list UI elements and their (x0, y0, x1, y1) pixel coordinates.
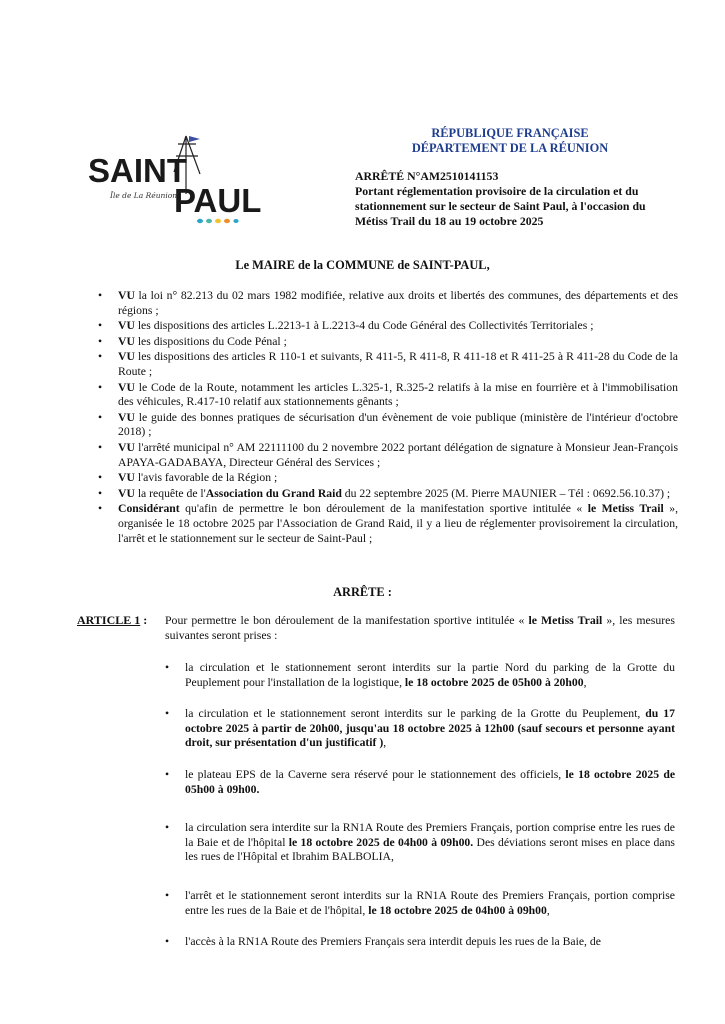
measure-bold: le 18 octobre 2025 de 04h00 à 09h00. (288, 835, 474, 849)
republic-heading (355, 126, 665, 156)
list-item (165, 935, 675, 950)
republic-line: RÉPUBLIQUE FRANÇAISE (431, 126, 589, 140)
arrete-number: ARRÊTÉ N°AM2510141153 (355, 169, 499, 183)
considerant-lead: Considérant (118, 502, 180, 516)
article-text: Pour permettre le bon déroulement de la manifestation sportive intitulée « (165, 613, 529, 627)
list-item (98, 381, 678, 410)
list-item (98, 411, 678, 440)
list-item (98, 471, 678, 486)
article-sep: : (140, 613, 148, 627)
article-label: ARTICLE 1 (77, 613, 141, 627)
article-text: », les mesures suivantes seront prises : (165, 613, 675, 642)
bullet: • (165, 821, 170, 835)
bullet: • (98, 289, 103, 302)
vu-list (98, 289, 678, 547)
considerant-text: qu'afin de permettre le bon déroulement de la manifestation sportive intitulée « (179, 502, 588, 516)
vu-lead: VU (118, 350, 135, 364)
list-item (165, 821, 675, 865)
measure-text: l'arrêt et le stationnement seront interdits sur la RN1A Route des Premiers Français, portion comprise entre les rues de la Baie et de l'hôpital, (185, 888, 675, 917)
event-name: le Metiss Trail (587, 502, 664, 516)
measure-text: , (383, 736, 387, 750)
list-item (98, 441, 678, 470)
vu-lead: VU (118, 471, 135, 485)
arrete-title: ARRÊTE : (333, 585, 392, 599)
vu-lead: VU (118, 319, 135, 333)
measure-bold: le 18 octobre 2025 de 05h00 à 09h00. (185, 767, 676, 796)
considerant-text: », organisée le 18 octobre 2025 par l'Association de Grand Raid, il y a lieu de réglementer provisoirement la circulation, l'arrêt et le stationnement sur le secteur de Saint-Paul ; (118, 502, 679, 545)
vu-text: le Code de la Route, notamment les articles L.325-1, R.325-2 relatifs à la mise en fourrière et à l'immobilisation des véhicules, R.417-10 relatif aux stationnements gênants ; (118, 380, 678, 409)
measure-text: la circulation et le stationnement seront interdits sur la partie Nord du parking de la Grotte du Peuplement pour l'installation de la logistique, (185, 661, 675, 689)
vu-lead: VU (118, 334, 135, 348)
measure-bold: le 18 octobre 2025 de 05h00 à 20h00 (404, 675, 584, 689)
bullet: • (98, 319, 103, 333)
arrete-header (355, 169, 675, 229)
saint-paul-logo (88, 132, 266, 226)
article-1-text (165, 613, 675, 643)
list-item (165, 707, 675, 751)
bullet: • (165, 707, 170, 721)
maire-title: Le MAIRE de la COMMUNE de SAINT-PAUL, (235, 258, 490, 272)
list-item (98, 502, 678, 546)
logo-dots (197, 219, 239, 223)
bullet: • (98, 486, 103, 500)
arrete-subject: Portant réglementation provisoire de la circulation et du stationnement sur le secteur de Saint Paul, à l'occasion du Métiss Trail du 18 au 19 octobre 2025 (355, 184, 646, 228)
vu-text: l'arrêté municipal n° AM 22111100 du 2 novembre 2022 portant délégation de signature à Monsieur Jean-François APAYA-GADABAYA, Directeur Général des Services ; (118, 440, 678, 469)
measure-text: Des déviations seront mises en place dans les rues de l'Hôpital et Ibrahim BALBOLIA, (185, 835, 675, 864)
bullet: • (98, 334, 103, 348)
event-name: le Metiss Trail (528, 613, 603, 627)
list-item (98, 335, 678, 350)
vu-text: les dispositions des articles L.2213-1 à L.2213-4 du Code Général des Collectivités Territoriales ; (134, 319, 594, 333)
measures-list (165, 661, 675, 950)
list-item (98, 487, 678, 502)
logo-paul: PAUL (174, 182, 262, 219)
vu-text: les dispositions des articles R 110-1 et suivants, R 411-5, R 411-8, R 411-18 et R 411-25 à R 411-28 du Code de la Route ; (118, 350, 678, 378)
flag-icon (189, 136, 200, 142)
vu-text: l'avis favorable de la Région ; (134, 471, 278, 485)
bullet: • (98, 471, 103, 485)
bullet: • (98, 410, 103, 424)
bullet: • (98, 380, 103, 394)
vu-text: les dispositions du Code Pénal ; (134, 334, 287, 348)
article-1-label (77, 613, 147, 628)
vu-lead: VU (118, 289, 135, 302)
association-name: Association du Grand Raid (205, 486, 342, 500)
logo-saint: SAINT (88, 152, 187, 189)
vu-text: du 22 septembre 2025 (M. Pierre MAUNIER – Tél : 0692.56.10.37) ; (341, 486, 671, 500)
vu-text: la loi n° 82.213 du 02 mars 1982 modifiée, relative aux droits et libertés des communes, des départements et des régions ; (118, 289, 678, 317)
logo-tagline: Île de La Réunion (110, 191, 178, 200)
vu-lead: VU (118, 440, 135, 454)
list-item (165, 661, 675, 690)
measure-bold: du 17 octobre 2025 à partir de 20h00, jusqu'au 18 octobre 2025 à 12h00 (sauf secours et personne ayant droit, sur présentation d'un justificatif ) (185, 707, 675, 750)
list-item (98, 319, 678, 334)
bullet: • (98, 502, 103, 516)
vu-text: la requête de l' (134, 486, 206, 500)
department-line: DÉPARTEMENT DE LA RÉUNION (411, 141, 609, 155)
measure-text: le plateau EPS de la Caverne sera réservé pour le stationnement des officiels, (185, 767, 566, 781)
bullet: • (165, 935, 170, 949)
vu-text: le guide des bonnes pratiques de sécurisation d'un évènement de voie publique (ministère de l'intérieur d'octobre 2018) ; (118, 410, 678, 439)
measure-bold: le 18 octobre 2025 de 04h00 à 09h00 (368, 903, 547, 917)
list-item (165, 768, 675, 797)
vu-lead: VU (118, 380, 135, 394)
measure-text: la circulation sera interdite sur la RN1A Route des Premiers Français, portion comprise entre les rues de la Baie et de l'hôpital (185, 821, 675, 849)
measure-text: la circulation et le stationnement seront interdits sur le parking de la Grotte du Peuplement, (185, 707, 646, 721)
bullet: • (98, 440, 103, 454)
list-item (98, 289, 678, 318)
list-item (98, 350, 678, 379)
bullet: • (165, 767, 170, 781)
vu-lead: VU (118, 486, 135, 500)
measure-text: , (583, 675, 587, 689)
vu-lead: VU (118, 410, 135, 424)
measure-text: l'accès à la RN1A Route des Premiers Français sera interdit depuis les rues de la Baie, de (185, 935, 601, 949)
bullet: • (165, 888, 170, 902)
bullet: • (165, 661, 170, 674)
bullet: • (98, 350, 103, 364)
list-item (165, 889, 675, 918)
measure-text: , (546, 903, 550, 917)
